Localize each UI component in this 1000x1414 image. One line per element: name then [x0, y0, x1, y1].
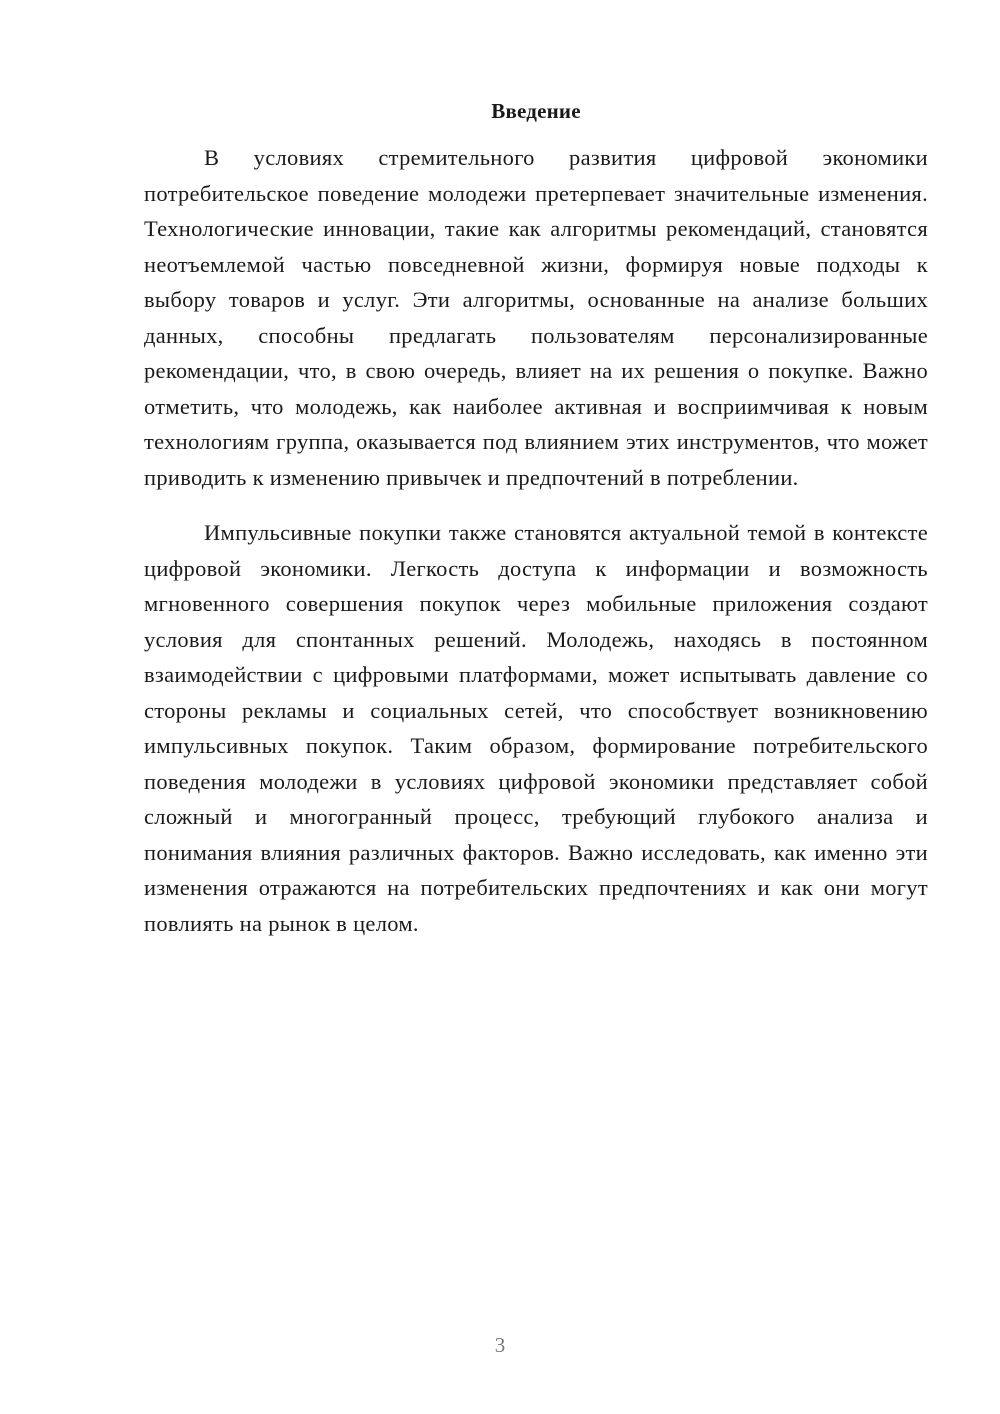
paragraph-1: В условиях стремительного развития цифровой экономики потребительское поведение молодежи претерпевает значительные изменения. Технологические инновации, такие как алгоритмы рекомендаций, становятся неотъемлемой частью повседневной жизни, формируя новые подходы к выбору товаров и услуг. Эти алгоритмы, основанные на анализе больших данных, способны предлагать пользователям персонализированные рекомендации, что, в свою очередь, влияет на их решения о покупке. Важно отметить, что молодежь, как наиболее активная и восприимчивая к новым технологиям группа, оказывается под влиянием этих инструментов, что может приводить к изменению привычек и предпочтений в потреблении.: [144, 145, 928, 490]
paragraph-2: Импульсивные покупки также становятся актуальной темой в контексте цифровой экономики. Легкость доступа к информации и возможность мгновенного совершения покупок через мобильные приложения создают условия для спонтанных решений. Молодежь, находясь в постоянном взаимодействии с цифровыми платформами, может испытывать давление со стороны рекламы и социальных сетей, что способствует возникновению импульсивных покупок. Таким образом, формирование потребительского поведения молодежи в условиях цифровой экономики представляет собой сложный и многогранный процесс, требующий глубокого анализа и понимания влияния различных факторов. Важно исследовать, как именно эти изменения отражаются на потребительских предпочтениях и как они могут повлиять на рынок в целом.: [144, 520, 928, 936]
page-content: [144, 96, 928, 941]
page-number: 3: [494, 1333, 506, 1357]
section-title: Введение: [491, 99, 581, 123]
